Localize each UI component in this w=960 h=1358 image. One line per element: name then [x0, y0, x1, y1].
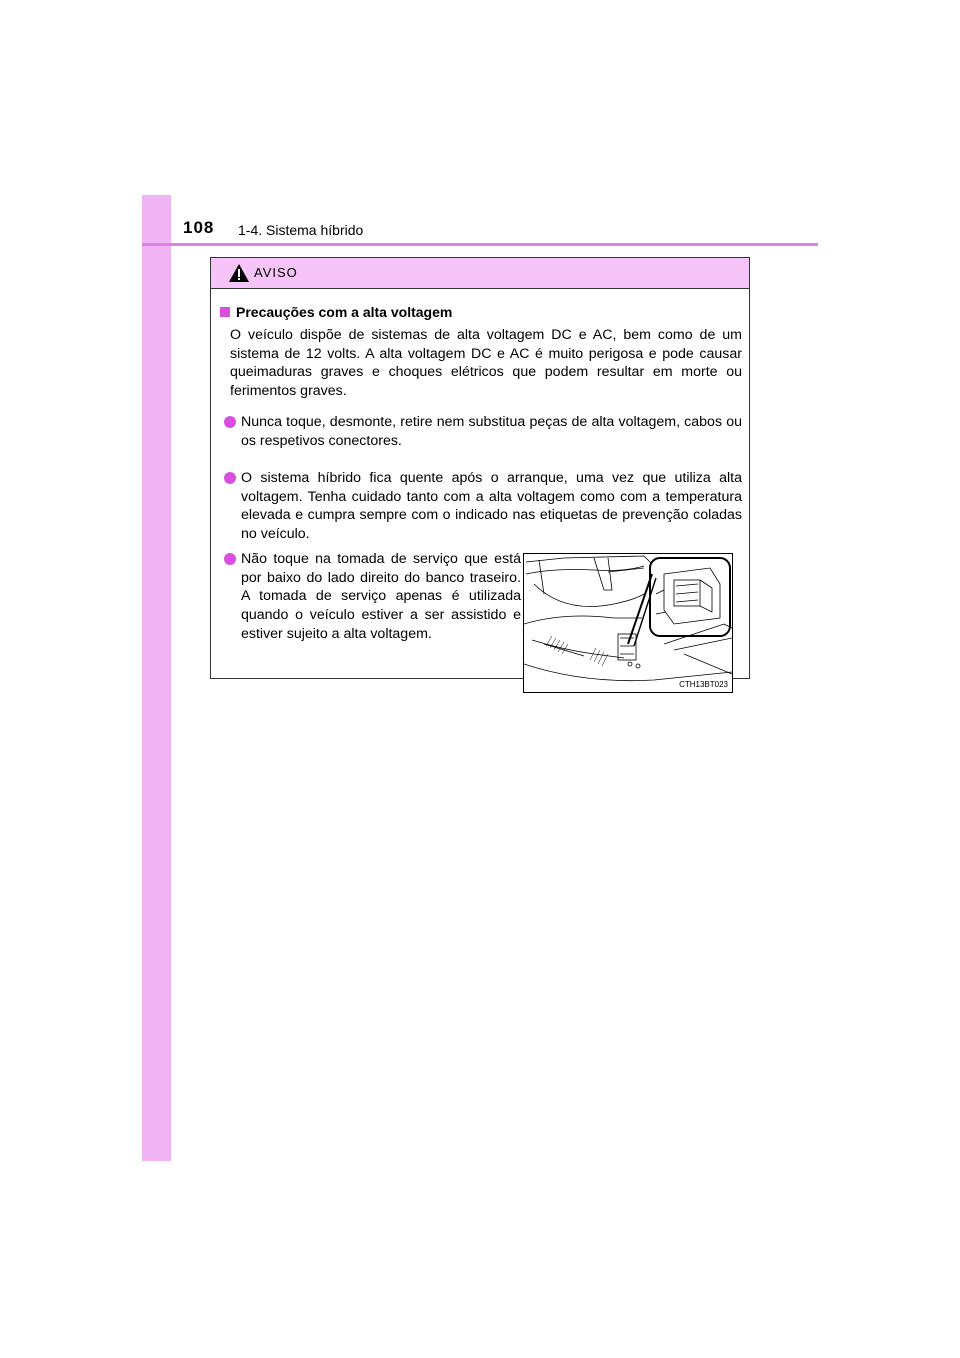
circle-bullet-icon — [224, 553, 236, 565]
list-item-text: Não toque na tomada de serviço que está por baixo do lado direito do banco traseiro. A tomada de serviço apenas é utilizada quando o veículo estiver a ser assistido e estiver sujeito a alta voltagem. — [241, 551, 521, 642]
figure-code: CTH13BT023 — [679, 680, 728, 689]
list-item — [223, 413, 742, 450]
list-item — [223, 469, 742, 544]
warning-heading-text: Precauções com a alta voltagem — [236, 304, 453, 320]
list-item — [223, 550, 521, 644]
list-item-text: Nunca toque, desmonte, retire nem substitua peças de alta voltagem, cabos ou os respetivos conectores. — [241, 414, 742, 449]
page-number: 108 — [183, 218, 215, 237]
circle-bullet-icon — [224, 472, 236, 484]
service-plug-illustration — [523, 553, 733, 693]
list-item-text: O sistema híbrido fica quente após o arranque, uma vez que utiliza alta voltagem. Tenha cuidado tanto com a alta voltagem como com a temperatura elevada e cumpra sempre com o indicado nas etiquetas de prevenção coladas no veículo. — [241, 470, 742, 543]
chapter-side-strip — [142, 195, 171, 1161]
warning-label: AVISO — [254, 265, 298, 280]
rear-seat-drawing — [524, 554, 732, 692]
square-bullet-icon — [220, 307, 230, 317]
circle-bullet-icon — [224, 416, 236, 428]
warning-paragraph: O veículo dispõe de sistemas de alta voltagem DC e AC, bem como de um sistema de 12 volts. A alta voltagem DC e AC é muito perigosa e pode causar queimaduras graves e choques elétricos que podem resultar em morte ou ferimentos graves. — [230, 327, 742, 400]
warning-box — [210, 257, 750, 689]
section-title: 1-4. Sistema híbrido — [238, 222, 364, 238]
header-rule — [142, 243, 818, 246]
warning-heading — [220, 304, 452, 320]
warning-triangle-icon — [228, 263, 250, 283]
warning-header — [211, 258, 749, 289]
